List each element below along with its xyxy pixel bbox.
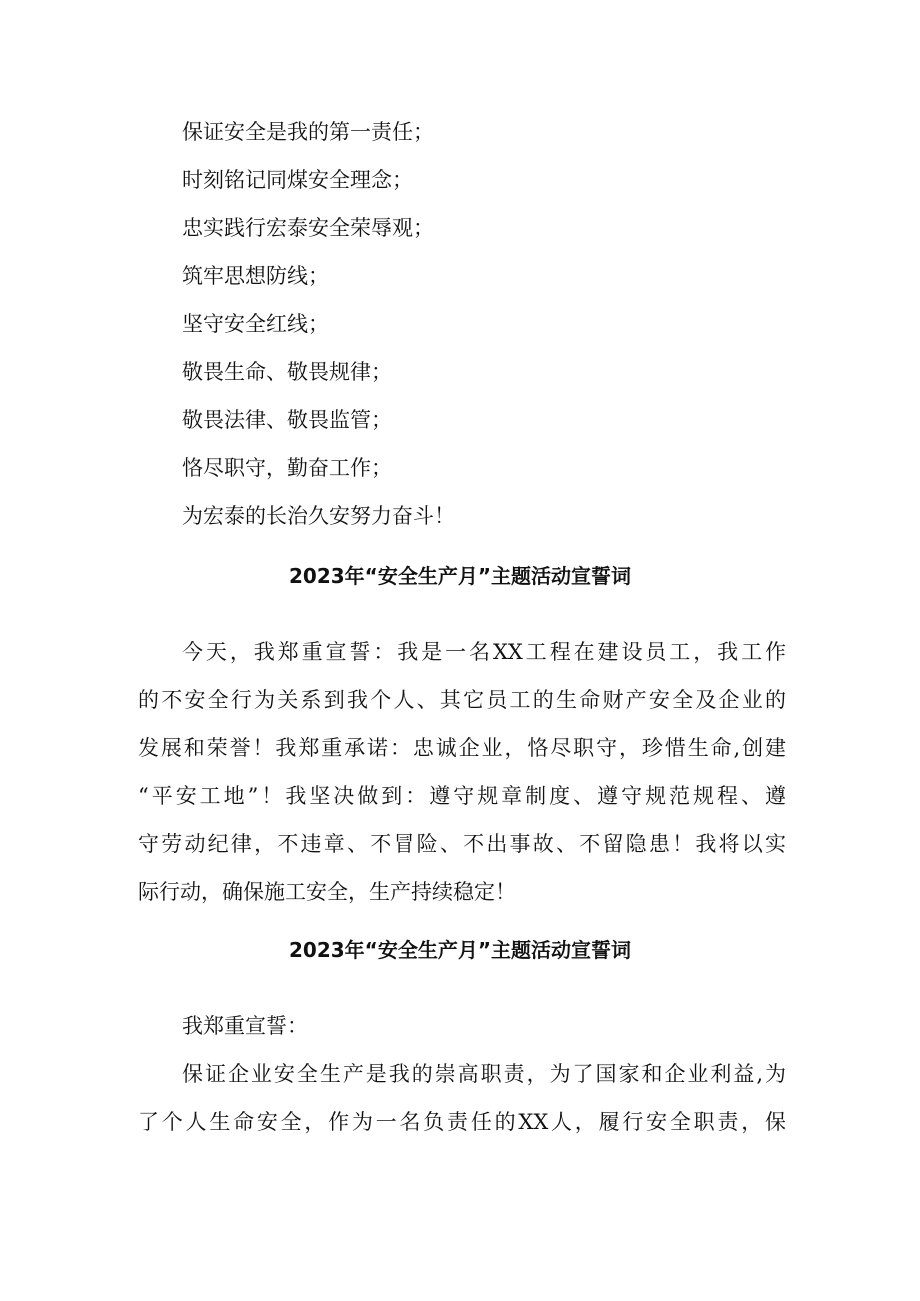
paragraph-line: 的不安全行为关系到我个人、其它员工的生命财产安全及企业的: [138, 688, 786, 712]
oath-line: 时刻铭记同煤安全理念；: [182, 168, 413, 192]
paragraph-line: 发展和荣誉！我郑重承诺：忠诚企业，恪尽职守，珍惜生命,创建: [138, 736, 786, 760]
oath-line: 敬畏法律、敬畏监管；: [182, 408, 392, 432]
paragraph-line: “平安工地”！我坚决做到：遵守规章制度、遵守规范规程、遵: [138, 784, 786, 808]
oath-line: 保证安全是我的第一责任；: [182, 120, 434, 144]
paragraph-line: 际行动，确保施工安全，生产持续稳定！: [138, 880, 516, 904]
greeting-line: 我郑重宣誓：: [182, 1014, 308, 1038]
paragraph-line: 了个人生命安全，作为一名负责任的XX人，履行安全职责，保: [138, 1110, 786, 1134]
oath-line: 恪尽职守，勤奋工作；: [182, 456, 392, 480]
oath-line: 坚守安全红线；: [182, 312, 329, 336]
oath-line: 敬畏生命、敬畏规律；: [182, 360, 392, 384]
section-title: 2023年“安全生产月”主题活动宣誓词: [289, 938, 631, 962]
paragraph-line: 保证企业安全生产是我的崇高职责，为了国家和企业利益,为: [182, 1062, 786, 1086]
paragraph-line: 守劳动纪律，不违章、不冒险、不出事故、不留隐患！我将以实: [138, 832, 786, 856]
oath-line: 筑牢思想防线；: [182, 264, 329, 288]
oath-line: 为宏泰的长治久安努力奋斗！: [182, 504, 455, 528]
section-title: 2023年“安全生产月”主题活动宣誓词: [289, 564, 631, 588]
paragraph-line: 今天，我郑重宣誓：我是一名XX工程在建设员工，我工作: [182, 640, 786, 664]
oath-line: 忠实践行宏泰安全荣辱观；: [182, 216, 434, 240]
